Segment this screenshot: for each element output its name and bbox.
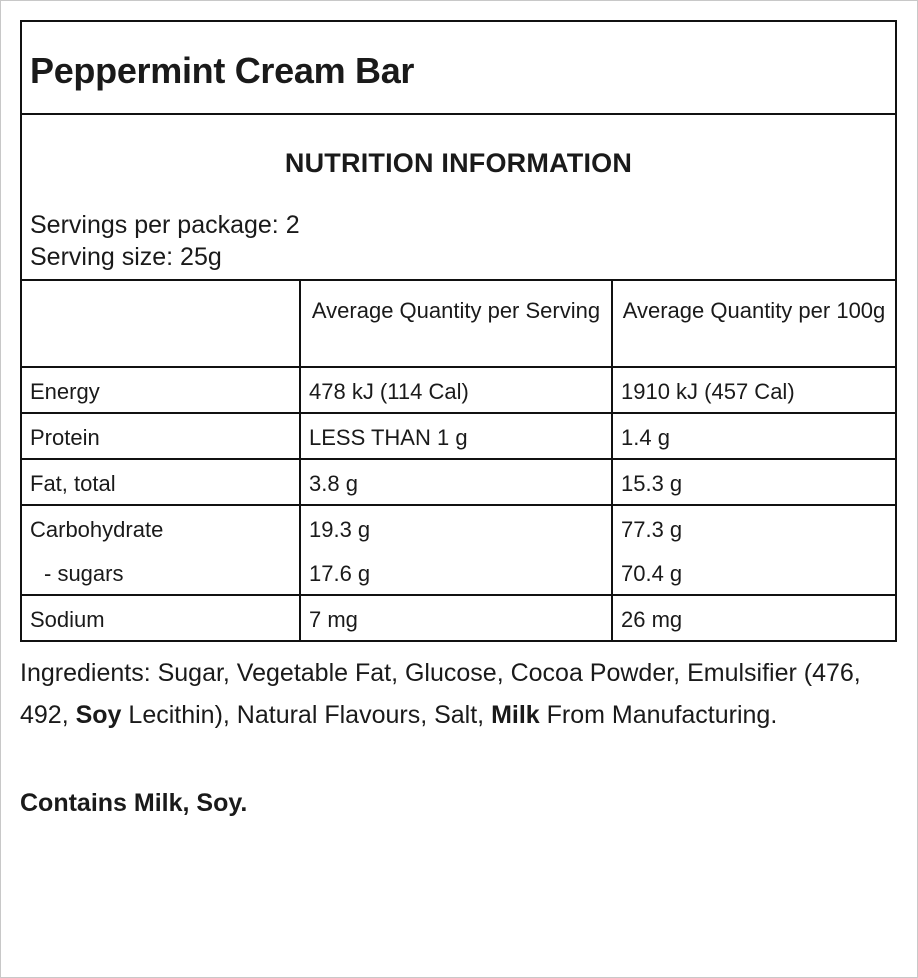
table-row: [22, 505, 895, 595]
ingredients-part: Ingredients: Sugar, Vegetable Fat, Glucose, Cocoa Powder, Emulsifier (476, 492,: [20, 659, 861, 729]
product-title: Peppermint Cream Bar: [22, 22, 895, 115]
ingredients-part: From Manufacturing.: [539, 701, 778, 729]
row-per-100g: 77.3 g: [621, 517, 683, 542]
nutrition-info-section: [22, 115, 895, 281]
allergen-soy: Soy: [75, 701, 122, 729]
header-blank: [22, 281, 300, 367]
nutrition-panel: [20, 20, 897, 642]
row-label: Protein: [30, 425, 100, 450]
header-per-100g: Average Quantity per 100g: [612, 281, 895, 367]
nutrition-heading: NUTRITION INFORMATION: [284, 148, 633, 178]
row-per-serving: 7 mg: [309, 607, 358, 632]
serving-size: Serving size: 25g: [30, 243, 222, 271]
row-label: Energy: [30, 379, 100, 404]
row-per-100g: 1.4 g: [621, 425, 670, 450]
servings-per-package: Servings per package: 2: [30, 211, 300, 239]
row-label: Fat, total: [30, 471, 116, 496]
row-per-100g: 1910 kJ (457 Cal): [621, 379, 795, 404]
table-row: [22, 595, 895, 640]
servings-block: [30, 209, 300, 273]
row-per-serving: 3.8 g: [309, 471, 358, 496]
allergen-statement: Contains Milk, Soy.: [20, 789, 248, 817]
ingredients-part: Lecithin), Natural Flavours, Salt,: [121, 701, 492, 729]
table-row: [22, 413, 895, 459]
allergen-milk: Milk: [491, 701, 540, 729]
row-label: Carbohydrate: [30, 517, 164, 542]
row-per-serving: 19.3 g: [309, 517, 371, 542]
header-per-serving: Average Quantity per Serving: [300, 281, 612, 367]
row-label: Sodium: [30, 607, 105, 632]
row-per-100g: 26 mg: [621, 607, 683, 632]
table-row: [22, 459, 895, 505]
nutrition-table: [22, 281, 895, 640]
ingredients-text: [20, 652, 900, 736]
row-per-100g: 15.3 g: [621, 471, 683, 496]
row-sub-per-serving: 17.6 g: [309, 561, 371, 586]
row-per-serving: LESS THAN 1 g: [309, 425, 468, 450]
table-header-row: [22, 281, 895, 367]
table-row: [22, 367, 895, 413]
row-sub-per-100g: 70.4 g: [621, 561, 683, 586]
row-per-serving: 478 kJ (114 Cal): [309, 379, 469, 404]
row-sub-label: - sugars: [44, 561, 124, 586]
